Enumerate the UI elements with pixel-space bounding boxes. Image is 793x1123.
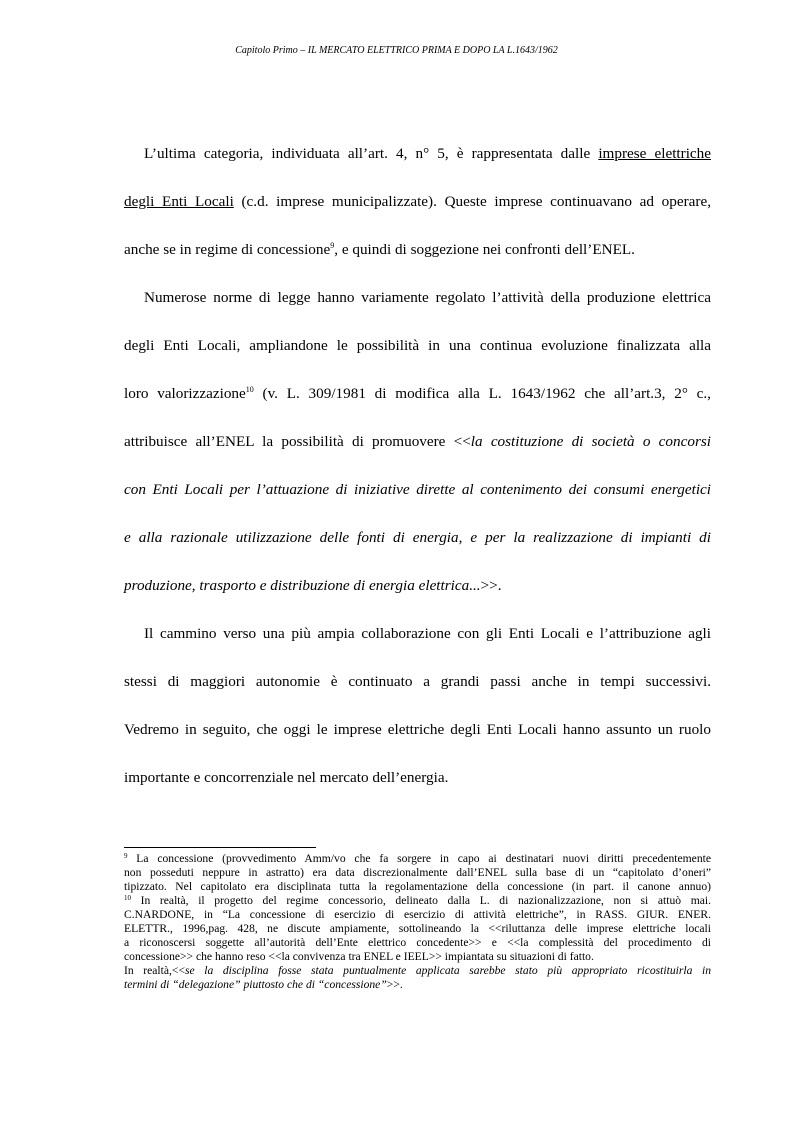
text-line: stessi di maggiori autonomie è continuato a grandi passi anche in tempi successivi. xyxy=(124,673,711,690)
footnote-9-line xyxy=(124,852,711,866)
footnote-number: 9 xyxy=(124,852,128,860)
text-line: Il cammino verso una più ampia collaborazione con gli Enti Locali e l’attribuzione agli xyxy=(144,625,711,642)
text-line xyxy=(124,432,711,452)
text-line: degli Enti Locali, ampliandone le possibilità in una continua evoluzione finalizzata alla xyxy=(124,337,711,354)
footnote-ref-9[interactable]: 9 xyxy=(330,241,335,250)
running-header: Capitolo Primo – IL MERCATO ELETTRICO PRIMA E DOPO LA L.1643/1962 xyxy=(235,45,558,56)
text-span: In realtà,<< xyxy=(124,964,185,977)
quote-italic: la costituzione di società o concorsi xyxy=(470,433,711,450)
footnote-9-line: tipizzato. Nel capitolato era disciplinata tutta la regolamentazione della concessione (in part. il canone annuo) xyxy=(124,880,711,893)
text-line xyxy=(124,528,711,548)
text-span: >>. xyxy=(480,577,502,594)
underlined-term: degli Enti Locali xyxy=(124,193,234,210)
footnote-10-line xyxy=(124,894,711,908)
text-line xyxy=(124,240,711,260)
text-line: Vedremo in seguito, che oggi le imprese elettriche degli Enti Locali hanno assunto un ruolo xyxy=(124,721,711,738)
quote-italic: con Enti Locali per l’attuazione di iniziative dirette al contenimento dei consumi energetici xyxy=(124,481,711,498)
footnote-10-line: a riconoscersi soggette all’autorità dell’Ente elettrico concedente>> e <<la complessità del procedimento di xyxy=(124,936,711,949)
text-span: >>. xyxy=(386,978,403,991)
footnote-10-line xyxy=(124,978,711,992)
quote-italic: produzione, trasporto e distribuzione di energia elettrica... xyxy=(124,577,481,594)
footnote-number: 10 xyxy=(124,894,131,902)
text-line xyxy=(124,384,711,404)
quote-italic: se la disciplina fosse stata puntualmente applicata sarebbe stato più appropriato ricostituirla in xyxy=(184,964,711,977)
footnote-10-line: ELETTR., 1996,pag. 428, ne discute ampiamente, sottolineando la <<riluttanza delle imprese elettriche locali xyxy=(124,922,711,935)
footnote-9-line: non posseduti neppure in astratto) era data discrezionalmente dall’ENEL sulla base di un “capitolato d’oneri” xyxy=(124,866,711,879)
text-span: , e quindi di soggezione nei confronti dell’ENEL. xyxy=(334,241,635,258)
text-line xyxy=(124,480,711,500)
text-line xyxy=(124,144,711,164)
text-span: (v. L. 309/1981 di modifica alla L. 1643/1962 che all’art.3, 2° c., xyxy=(253,385,711,402)
text-span: L’ultima categoria, individuata all’art. 4, n° 5, è rappresentata dalle xyxy=(144,145,599,162)
text-span: loro valorizzazione xyxy=(124,385,246,402)
text-line: importante e concorrenziale nel mercato dell’energia. xyxy=(124,769,449,786)
footnote-10-line: C.NARDONE, in “La concessione di esercizio di esercizio di attività elettriche”, in RASS. GIUR. ENER. xyxy=(124,908,711,921)
footnote-ref-10[interactable]: 10 xyxy=(245,385,254,394)
text-line xyxy=(124,192,711,212)
text-line xyxy=(124,576,711,596)
text-span: (c.d. imprese municipalizzate). Queste imprese continuavano ad operare, xyxy=(233,193,711,210)
footnote-separator xyxy=(124,847,316,848)
text-span: La concessione (provvedimento Amm/vo che fa sorgere in capo ai destinatari nuovi diritti precedentemente xyxy=(127,852,711,865)
underlined-term: imprese elettriche xyxy=(598,145,711,162)
quote-italic: termini di “delegazione” piuttosto che di “concessione” xyxy=(124,978,387,991)
text-line: Numerose norme di legge hanno variamente regolato l’attività della produzione elettrica xyxy=(144,289,711,306)
footnote-10-line: concessione>> che hanno reso <<la convivenza tra ENEL e IEEL>> impiantata su situazioni di fatto. xyxy=(124,950,594,963)
text-span: anche se in regime di concessione xyxy=(124,241,331,258)
footnote-10-line xyxy=(124,964,711,978)
quote-italic: e alla razionale utilizzazione delle fonti di energia, e per la realizzazione di impianti di xyxy=(124,529,711,546)
text-span: In realtà, il progetto del regime concessorio, delineato dalla L. di nazionalizzazione, non si attuò mai. xyxy=(131,894,711,907)
text-span: attribuisce all’ENEL la possibilità di promuovere << xyxy=(124,433,471,450)
